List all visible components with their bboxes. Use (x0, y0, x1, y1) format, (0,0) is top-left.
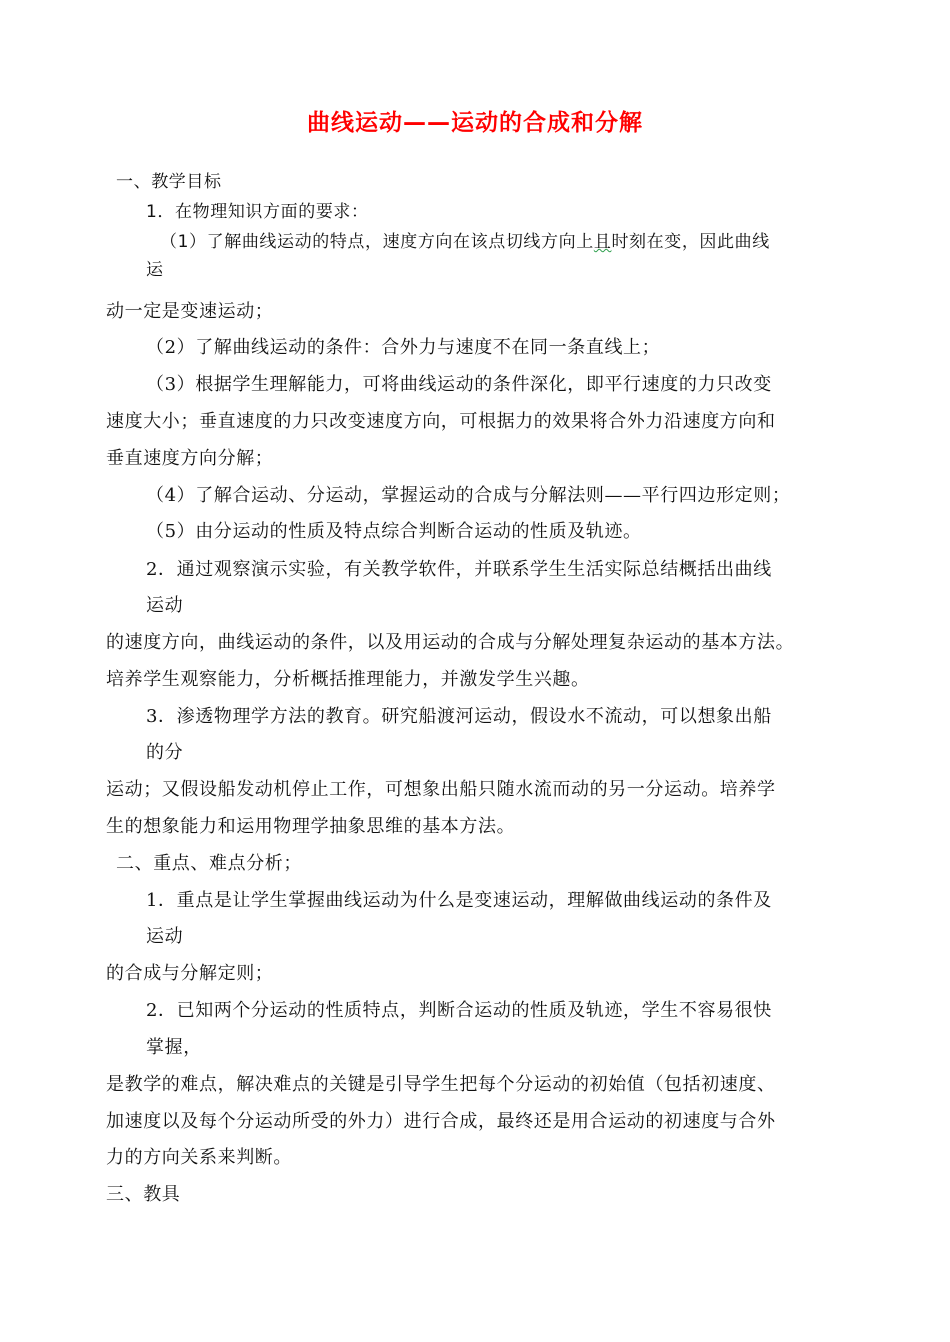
section2-heading: 二、重点、难点分析； (116, 853, 302, 874)
section1-item3-l1: 3．渗透物理学方法的教育。研究船渡河运动，假设水不流动，可以想象出船 (146, 706, 772, 727)
section1-p3-l1: （3）根据学生理解能力，可将曲线运动的条件深化，即平行速度的力只改变 (146, 374, 772, 395)
section1-item2-wrap: 运动 (146, 595, 184, 616)
section1-p4: （4）了解合运动、分运动，掌握运动的合成与分解法则——平行四边形定则； (146, 485, 791, 506)
section1-item2-l1: 2．通过观察演示实验，有关教学软件，并联系学生生活实际总结概括出曲线 (146, 559, 772, 580)
section1-item1: 1．在物理知识方面的要求： (146, 202, 369, 222)
section1-p5: （5）由分运动的性质及特点综合判断合运动的性质及轨迹。 (146, 521, 642, 542)
section1-p1-a: （1）了解曲线运动的特点，速度方向在该点切线方向上 (160, 232, 594, 252)
section1-p1-cont: 动一定是变速运动； (106, 301, 274, 322)
section2-item2-l4: 力的方向关系来判断。 (106, 1147, 292, 1168)
section1-p3-l3: 垂直速度方向分解； (106, 448, 274, 469)
section1-item3-l3: 生的想象能力和运用物理学抽象思维的基本方法。 (106, 816, 516, 837)
section1-item2-l2: 的速度方向，曲线运动的条件，以及用运动的合成与分解处理复杂运动的基本方法。 (106, 632, 795, 653)
section2-item1-wrap: 运动 (146, 926, 184, 947)
section1-p1-b: 且 (593, 232, 612, 252)
section1-p1-c: 时刻在变，因此曲线 (611, 232, 770, 252)
section2-item2-wrap: 掌握， (146, 1037, 202, 1058)
section1-p1-line (160, 230, 770, 254)
section1-p1-wrap: 运 (146, 260, 164, 280)
section2-item1-l1: 1．重点是让学生掌握曲线运动为什么是变速运动，理解做曲线运动的条件及 (146, 890, 772, 911)
section1-item3-wrap: 的分 (146, 742, 184, 763)
section2-item2-l3: 加速度以及每个分运动所受的外力）进行合成，最终还是用合运动的初速度与合外 (106, 1111, 776, 1132)
section1-item2-l3: 培养学生观察能力，分析概括推理能力，并激发学生兴趣。 (106, 669, 590, 690)
section3-heading: 三、教具 (106, 1184, 181, 1205)
page-title: 曲线运动——运动的合成和分解 (307, 110, 643, 136)
section1-p2: （2）了解曲线运动的条件：合外力与速度不在同一条直线上； (146, 337, 661, 358)
section2-item2-l2: 是教学的难点，解决难点的关键是引导学生把每个分运动的初始值（包括初速度、 (106, 1074, 776, 1095)
section2-item1-l2: 的合成与分解定则； (106, 963, 274, 984)
section1-p3-l2: 速度大小；垂直速度的力只改变速度方向，可根据力的效果将合外力沿速度方向和 (106, 411, 776, 432)
section1-heading: 一、教学目标 (116, 172, 222, 192)
section1-item3-l2: 运动；又假设船发动机停止工作，可想象出船只随水流而动的另一分运动。培养学 (106, 779, 776, 800)
section2-item2-l1: 2．已知两个分运动的性质特点，判断合运动的性质及轨迹，学生不容易很快 (146, 1000, 772, 1021)
